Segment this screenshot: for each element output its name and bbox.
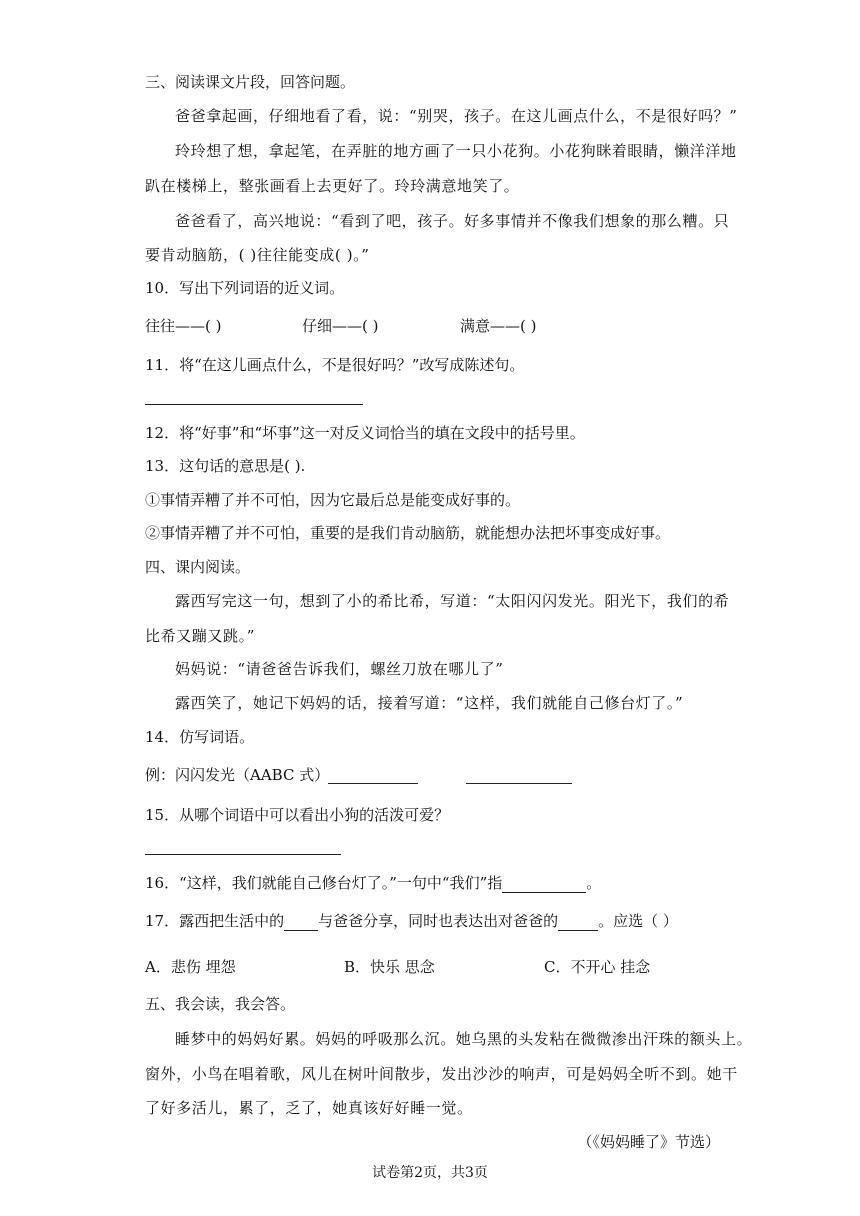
q16-blank[interactable] (502, 876, 586, 893)
q17-choice-b[interactable]: B．快乐 思念 (344, 958, 435, 976)
q13-option-1: ①事情弄糟了并不可怕，因为它最后总是能变成好事的。 (145, 491, 521, 509)
q11-answer-line[interactable] (145, 404, 363, 405)
q17-choice-a[interactable]: A．悲伤 埋怨 (145, 958, 236, 976)
passage3-line1: 睡梦中的妈妈好累。妈妈的呼吸那么沉。她乌黑的头发粘在微微渗出汗珠的额头上。 (175, 1030, 753, 1048)
question-10: 10．写出下列词语的近义词。 (145, 279, 345, 297)
passage1-para3-line1: 爸爸看了，高兴地说：“看到了吧，孩子。好多事情并不像我们想象的那么糟。只 (175, 212, 730, 230)
q14-answer-line-1[interactable] (328, 783, 418, 784)
question-16 (145, 873, 601, 893)
question-15: 15．从哪个词语中可以看出小狗的活泼可爱？ (145, 806, 450, 824)
passage2-para2: 妈妈说：“请爸爸告诉我们，螺丝刀放在哪儿了” (175, 660, 504, 678)
passage3-line3: 了好多活儿，累了，乏了，她真该好好睡一觉。 (145, 1099, 473, 1117)
q17-part-a: 17．露西把生活中的 (145, 912, 285, 930)
section-5-heading: 五、我会读，我会答。 (145, 995, 296, 1013)
q16-stem: 16．“这样，我们就能自己修台灯了。”一句中“我们”指 (145, 874, 503, 892)
q13-option-2: ②事情弄糟了并不可怕，重要的是我们肯动脑筋，就能想办法把坏事变成好事。 (145, 524, 671, 542)
q17-choice-c[interactable]: C．不开心 挂念 (544, 958, 651, 976)
q17-part-c: 。应选（ ） (598, 912, 678, 930)
q17-blank-1[interactable] (284, 914, 318, 931)
q17-part-b: 与爸爸分享，同时也表达出对爸爸的 (318, 912, 559, 930)
page-footer: 试卷第2页，共3页 (372, 1165, 488, 1181)
q10-word1: 往往——( ) (145, 317, 222, 335)
passage1-para3-line2: 要肯动脑筋，( )往往能变成( )。” (145, 246, 370, 264)
passage1-para2-line1: 玲玲想了想，拿起笔，在弄脏的地方画了一只小花狗。小花狗眯着眼睛，懒洋洋地 (175, 142, 737, 160)
question-11: 11．将“在这儿画点什么，不是很好吗？”改写成陈述句。 (145, 356, 525, 374)
passage2-para3: 露西笑了，她记下妈妈的话，接着写道：“这样，我们就能自己修台灯了。” (175, 694, 684, 712)
passage1-para2-line2: 趴在楼梯上，整张画看上去更好了。玲玲满意地笑了。 (145, 177, 520, 195)
section-3-heading: 三、阅读课文片段，回答问题。 (145, 73, 356, 91)
question-17 (145, 911, 678, 931)
q17-blank-2[interactable] (558, 914, 598, 931)
passage1-para1: 爸爸拿起画，仔细地看了看，说：“别哭，孩子。在这儿画点什么，不是很好吗？” (175, 107, 738, 125)
section-4-heading: 四、课内阅读。 (145, 558, 251, 576)
q14-example: 例：闪闪发光（AABC 式） (145, 766, 330, 784)
q10-word2: 仔细——( ) (302, 317, 379, 335)
passage3-line2: 窗外，小鸟在唱着歌，风儿在树叶间散步，发出沙沙的响声，可是妈妈全听不到。她干 (145, 1065, 738, 1083)
passage2-para1-line2: 比希又蹦又跳。” (145, 627, 255, 645)
question-13: 13．这句话的意思是( ). (145, 457, 306, 475)
q14-answer-line-2[interactable] (466, 783, 572, 784)
passage2-para1-line1: 露西写完这一句，想到了小的希比希，写道：“太阳闪闪发光。阳光下，我们的希 (175, 592, 730, 610)
q16-stem-end: 。 (586, 874, 602, 892)
q15-answer-line[interactable] (145, 854, 341, 855)
passage3-source: （《妈妈睡了》节选） (577, 1133, 720, 1151)
question-14: 14．仿写词语。 (145, 728, 255, 746)
q10-word3: 满意——( ) (460, 317, 537, 335)
question-12: 12．将“好事”和“坏事”这一对反义词恰当的填在文段中的括号里。 (145, 424, 585, 442)
